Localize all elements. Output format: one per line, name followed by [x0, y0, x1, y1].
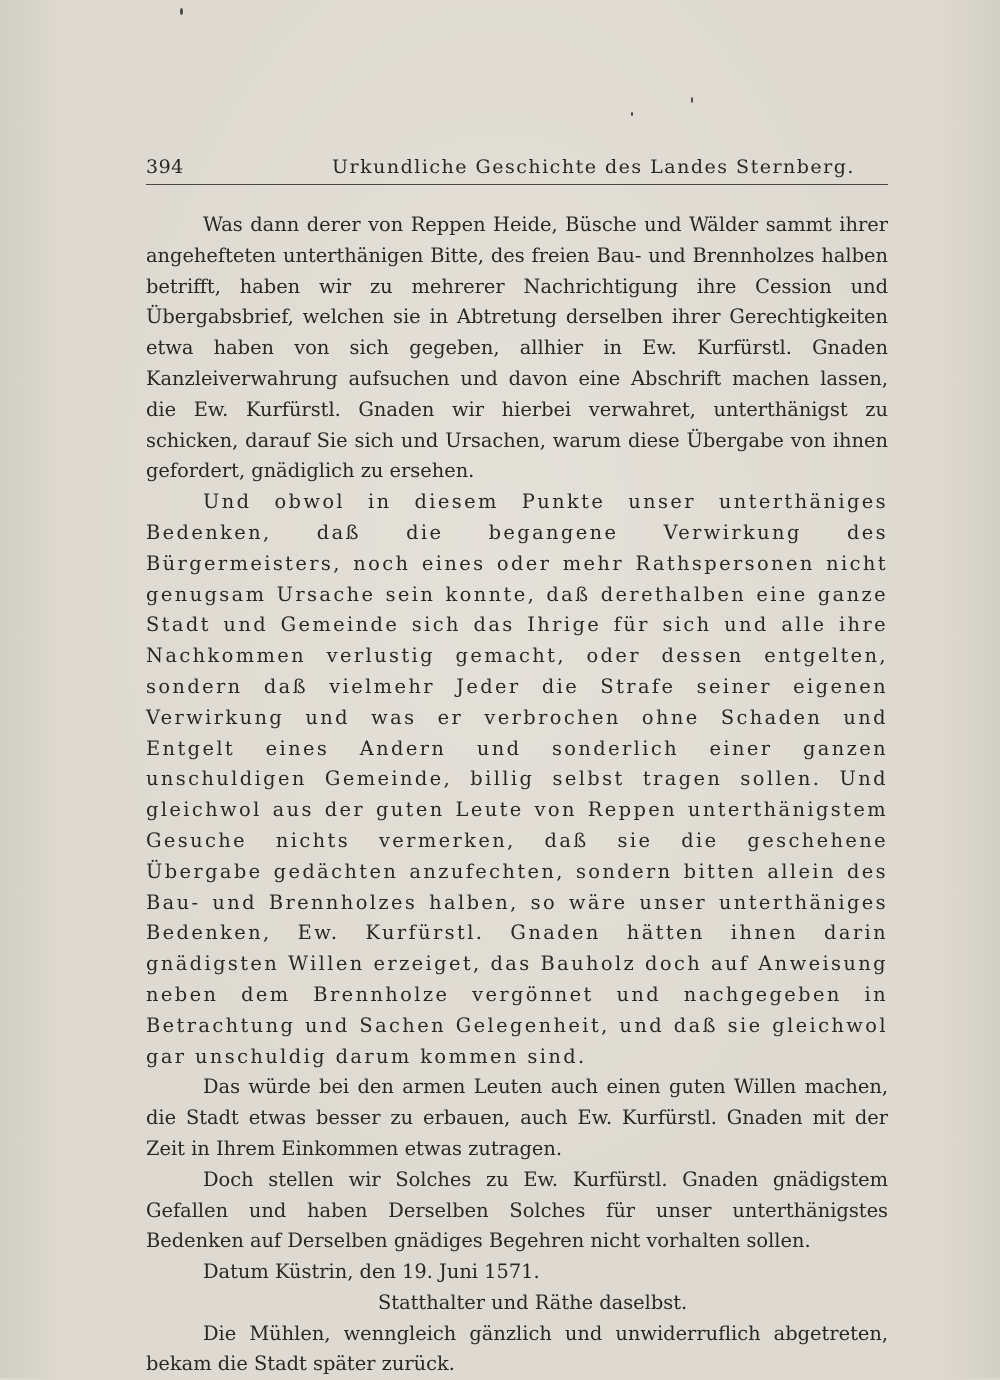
paragraph-gefallen: Doch stellen wir Solches zu Ew. Kurfürstl. Gnaden gnädigstem Gefallen und haben Derselben Solches für unser unterthänigstes Bedenken auf Derselben gnädiges Begehren nicht vorhalten sollen. [146, 1167, 888, 1253]
body-text [146, 210, 888, 1380]
paragraph-muehlen: Die Mühlen, wenngleich gänzlich und unwiderruflich abgetreten, bekam die Stadt später zurück. [146, 1321, 888, 1376]
ink-speck [691, 97, 693, 103]
running-title: Urkundliche Geschichte des Landes Sternberg. [332, 156, 855, 178]
ink-speck [631, 112, 633, 116]
paragraph-cession: Was dann derer von Reppen Heide, Büsche und Wälder sammt ihrer angehefteten unterthänigen Bitte, des freien Bau- und Brennholzes halben betrifft, haben wir zu mehrerer Nachrichtigung ihre Cession und Übergabsbrief, welchen sie in Abtretung derselben ihrer Gerechtigkeiten etwa haben von sich gegeben, allhier in Ew. Kurfürstl. Gnaden Kanzleiverwahrung aufsuchen und davon eine Abschrift machen lassen, die Ew. Kurfürstl. Gnaden wir hierbei verwahret, unterthänigst zu schicken, darauf Sie sich und Ursachen, warum diese Übergabe von ihnen gefordert, gnädiglich zu ersehen. [146, 213, 888, 483]
page-number: 394 [146, 156, 184, 178]
paragraph-stadt: Das würde bei den armen Leuten auch einen guten Willen machen, die Stadt etwas besser zu erbauen, auch Ew. Kurfürstl. Gnaden mit der Zeit in Ihrem Einkommen etwas zutragen. [146, 1075, 888, 1160]
dateline: Datum Küstrin, den 19. Juni 1571. [203, 1260, 540, 1284]
ink-speck [180, 8, 183, 15]
signature-line: Statthalter und Räthe daselbst. [378, 1290, 688, 1314]
running-header [146, 156, 888, 185]
paragraph-bedenken: Und obwol in diesem Punkte unser unterthäniges Bedenken, daß die begangene Verwirkung des Bürgermeisters, noch eines oder mehr Rathspersonen nicht genugsam Ursache sein konnte, daß derethalben eine ganze Stadt und Gemeinde sich das Ihrige für sich und alle ihre Nachkommen verlustig gemacht, oder dessen entgelten, sondern daß vielmehr Jeder die Strafe seiner eigenen Verwirkung und was er verbrochen ohne Schaden und Entgelt eines Andern und sonderlich einer ganzen unschuldigen Gemeinde, billig selbst tragen sollen. Und gleichwol aus der guten Leute von Reppen unterthänigstem Gesuche nichts vermerken, daß sie die geschehene Übergabe gedächten anzufechten, sondern bitten allein des Bau- und Brennholzes halben, so wäre unser unterthäniges Bedenken, Ew. Kurfürstl. Gnaden hätten ihnen darin gnädigsten Willen erzeiget, das Bauholz doch auf Anweisung neben dem Brennholze vergönnet und nachgegeben in Betrachtung und Sachen Gelegenheit, und daß sie gleichwol gar unschuldig darum kommen sind. [146, 490, 888, 1068]
